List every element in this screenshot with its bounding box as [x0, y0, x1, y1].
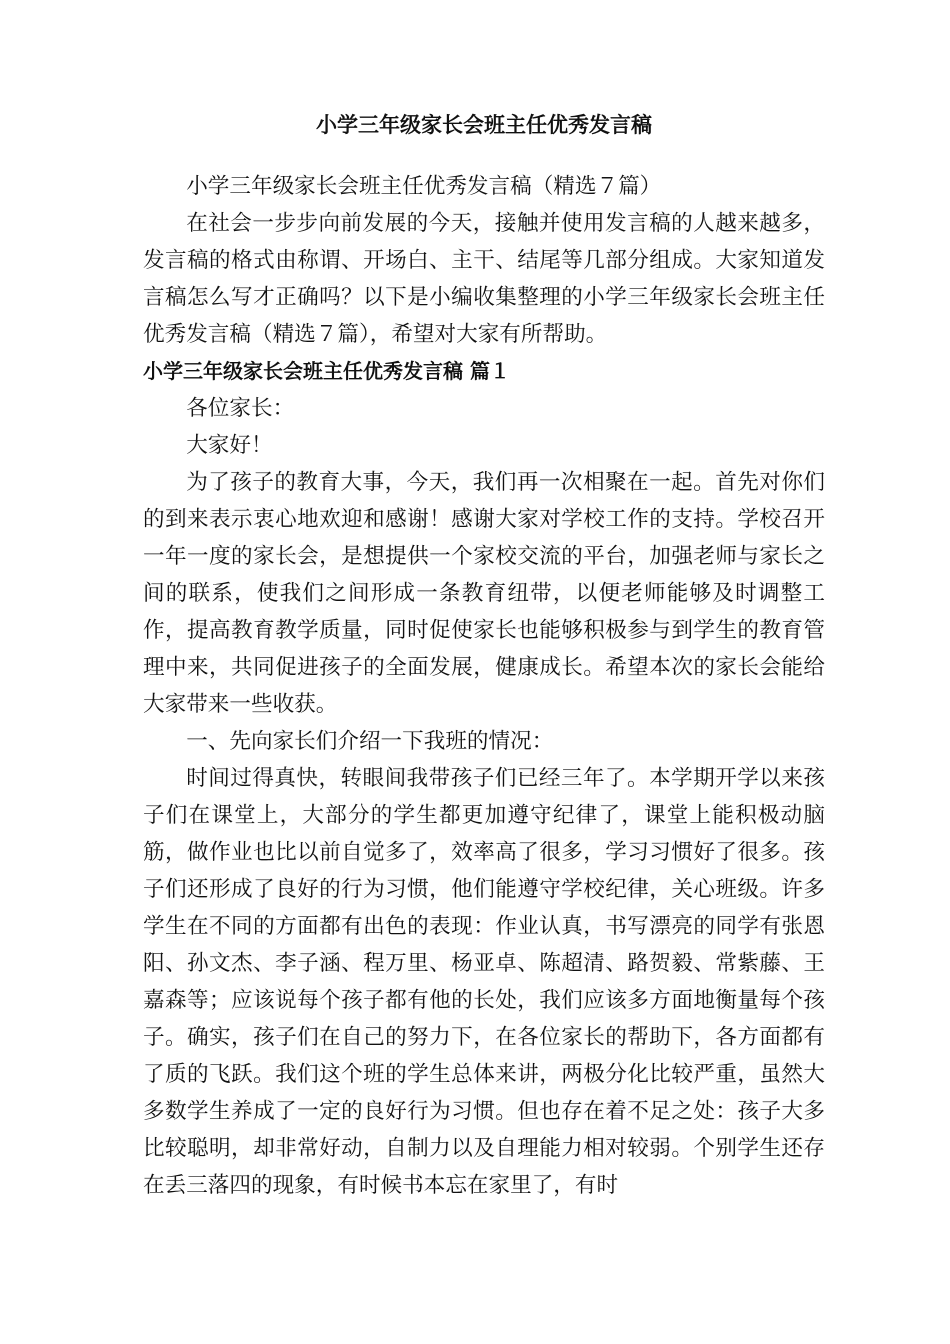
section-heading: 小学三年级家长会班主任优秀发言稿 篇１ — [143, 359, 510, 383]
subtitle-paragraph: 小学三年级家长会班主任优秀发言稿（精选７篇） — [186, 174, 662, 199]
body-paragraph: 为了孩子的教育大事，今天，我们再一次相聚在一起。首先对你们的到来表示衷心地欢迎和感谢！感谢大家对学校工作的支持。学校召开一年一度的家长会，是想提供一个家校交流的平台，加强老师与家长之间的联系，使我们之间形成一条教育纽带，以便老师能够及时调整工作，提高教育教学质量，同时促使家长也能够积极参与到学生的教育管理中来，共同促进孩子的全面发展，健康成长。希望本次的家长会能给大家带来一些收获。 — [143, 470, 825, 717]
greeting-paragraph: 大家好！ — [186, 433, 273, 458]
subsection-paragraph: 一、先向家长们介绍一下我班的情况： — [186, 729, 554, 754]
document-body — [143, 108, 825, 1204]
salutation-paragraph: 各位家长： — [186, 396, 295, 421]
body-paragraph: 时间过得真快，转眼间我带孩子们已经三年了。本学期开学以来孩子们在课堂上，大部分的学生都更加遵守纪律了，课堂上能积极动脑筋，做作业也比以前自觉多了，效率高了很多，学习习惯好了很多。孩子们还形成了良好的行为习惯，他们能遵守学校纪律，关心班级。许多学生在不同的方面都有出色的表现：作业认真，书写漂亮的同学有张恩阳、孙文杰、李子涵、程万里、杨亚卓、陈超清、路贺毅、常紫藤、王嘉森等；应该说每个孩子都有他的长处，我们应该多方面地衡量每个孩子。确实，孩子们在自己的努力下，在各位家长的帮助下，各方面都有了质的飞跃。我们这个班的学生总体来讲，两极分化比较严重，虽然大多数学生养成了一定的良好行为习惯。但也存在着不足之处：孩子大多比较聪明，却非常好动，自制力以及自理能力相对较弱。个别学生还存在丢三落四的现象，有时候书本忘在家里了，有时 — [143, 766, 825, 1198]
intro-paragraph: 在社会一步步向前发展的今天，接触并使用发言稿的人越来越多，发言稿的格式由称谓、开场白、主干、结尾等几部分组成。大家知道发言稿怎么写才正确吗？以下是小编收集整理的小学三年级家长会班主任优秀发言稿（精选７篇），希望对大家有所帮助。 — [143, 211, 825, 347]
document-title: 小学三年级家长会班主任优秀发言稿 — [316, 113, 652, 137]
